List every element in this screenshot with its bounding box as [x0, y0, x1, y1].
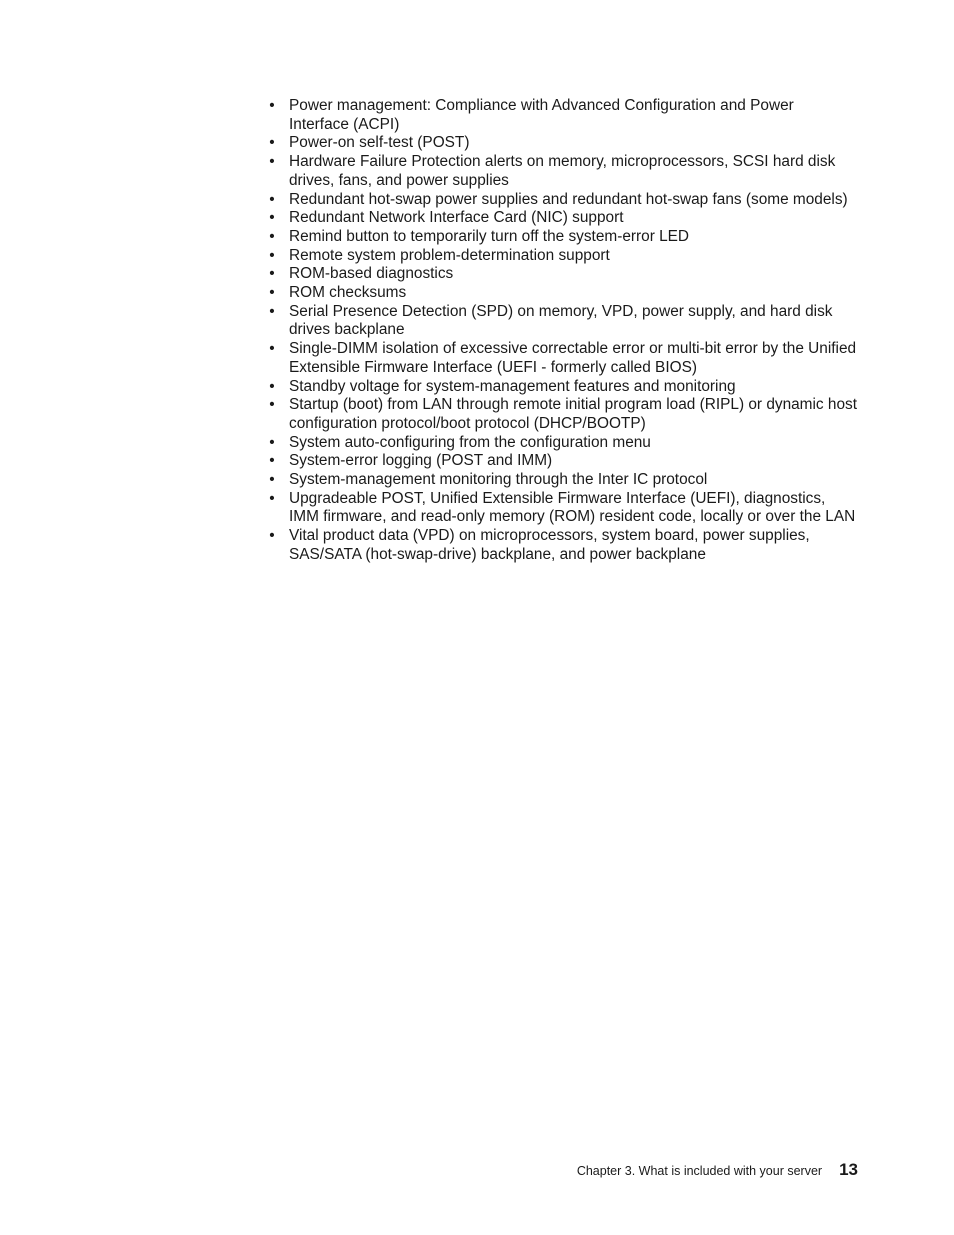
list-item	[267, 434, 857, 453]
list-item	[267, 134, 857, 153]
list-item-text: System-management monitoring through the Inter IC protocol	[289, 471, 708, 489]
bullet-icon: •	[269, 396, 275, 414]
list-item-text: System auto-configuring from the configuration menu	[289, 433, 651, 451]
list-item	[267, 303, 857, 340]
page-footer	[577, 1160, 858, 1180]
list-item	[267, 396, 857, 433]
bullet-icon: •	[269, 97, 275, 114]
bullet-icon: •	[269, 433, 275, 451]
list-item-text: Startup (boot) from LAN through remote initial program load (RIPL) or dynamic host configuration protocol/boot protocol (DHCP/BOOTP)	[289, 396, 857, 432]
bullet-icon: •	[269, 452, 275, 470]
bullet-icon: •	[269, 377, 275, 395]
list-item	[267, 228, 857, 247]
list-item	[267, 209, 857, 228]
page-number: 13	[839, 1160, 858, 1179]
bullet-icon: •	[269, 134, 275, 152]
list-item	[267, 471, 857, 490]
bullet-icon: •	[269, 284, 275, 302]
bullet-icon: •	[269, 340, 275, 358]
bullet-icon: •	[269, 527, 275, 545]
list-item-text: Remote system problem-determination support	[289, 246, 610, 264]
list-item-text: Serial Presence Detection (SPD) on memory, VPD, power supply, and hard disk drives backplane	[289, 302, 833, 339]
chapter-title: Chapter 3. What is included with your server	[576, 1164, 823, 1178]
bullet-icon: •	[269, 153, 275, 171]
list-item	[267, 191, 857, 210]
list-item-text: Redundant Network Interface Card (NIC) support	[289, 209, 624, 227]
bullet-icon: •	[269, 246, 275, 264]
list-item-text: Power-on self-test (POST)	[289, 134, 470, 152]
bullet-icon: •	[269, 209, 275, 227]
list-item	[267, 284, 857, 303]
list-item-text: System-error logging (POST and IMM)	[289, 452, 553, 470]
list-item	[267, 452, 857, 471]
list-item-text: Standby voltage for system-management features and monitoring	[289, 377, 736, 395]
bullet-icon: •	[269, 227, 275, 245]
list-item	[267, 340, 857, 377]
list-item-text: Single-DIMM isolation of excessive correctable error or multi-bit error by the Unified Extensible Firmware Interface (UEFI - formerly called BIOS)	[289, 340, 857, 376]
list-item-text: Power management: Compliance with Advanced Configuration and Power Interface (ACPI)	[289, 97, 794, 133]
bullet-icon: •	[269, 190, 275, 208]
list-item-text: Hardware Failure Protection alerts on memory, microprocessors, SCSI hard disk drives, fans, and power supplies	[289, 153, 836, 189]
list-item-text: ROM checksums	[289, 284, 407, 302]
bullet-icon: •	[269, 489, 275, 507]
list-item	[267, 527, 857, 564]
list-item	[267, 153, 857, 190]
list-item	[267, 265, 857, 284]
bullet-icon: •	[269, 302, 275, 320]
list-item	[267, 490, 857, 527]
feature-list	[267, 97, 857, 565]
bullet-icon: •	[269, 265, 275, 283]
list-item-text: Redundant hot-swap power supplies and redundant hot-swap fans (some models)	[289, 190, 848, 208]
list-item-text: Upgradeable POST, Unified Extensible Firmware Interface (UEFI), diagnostics, IMM firmware, and read-only memory (ROM) resident code, locally or over the LAN	[289, 489, 856, 526]
list-item-text: ROM-based diagnostics	[289, 265, 454, 283]
list-item-text: Vital product data (VPD) on microprocessors, system board, power supplies, SAS/SATA (hot-swap-drive) backplane, and power backplane	[289, 527, 810, 563]
list-item	[267, 378, 857, 397]
list-item	[267, 97, 857, 134]
bullet-icon: •	[269, 471, 275, 489]
list-item-text: Remind button to temporarily turn off the system-error LED	[289, 227, 690, 245]
list-item	[267, 247, 857, 266]
